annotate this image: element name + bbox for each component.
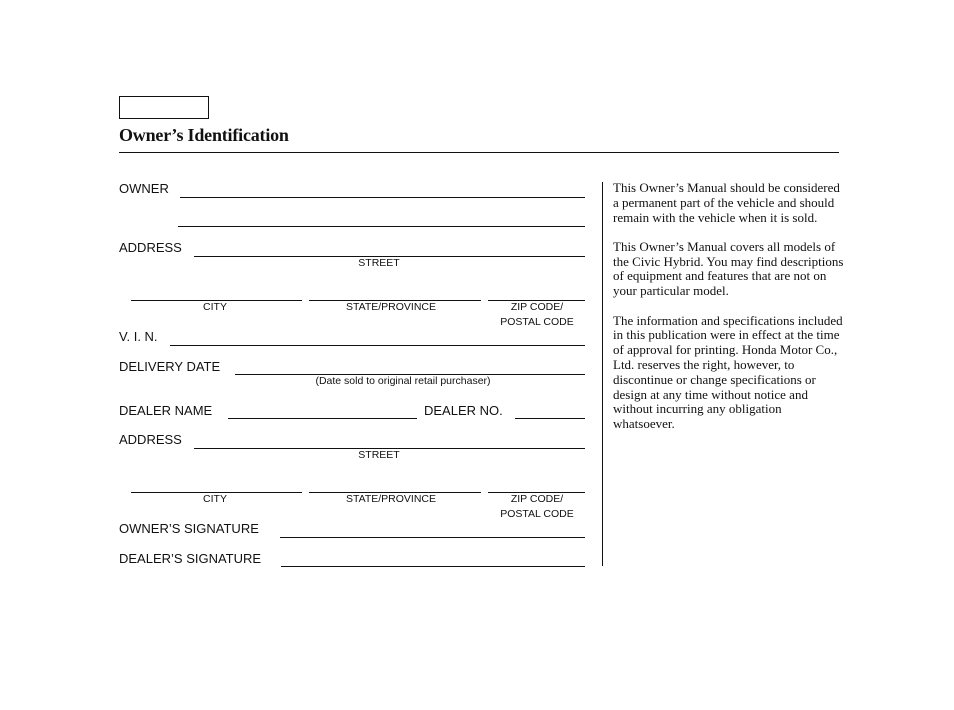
owner-state-caption: STATE/PROVINCE [345,301,437,313]
owner-street-caption: STREET [358,257,400,269]
owner-signature-field-line[interactable] [280,537,585,538]
vin-field-line[interactable] [170,345,585,346]
dealer-postal-caption: POSTAL CODE [500,508,574,520]
dealer-no-label: DEALER NO. [424,403,503,418]
manual-notes [613,181,845,446]
dealer-signature-label: DEALER’S SIGNATURE [119,551,262,566]
owner-field-line-2[interactable] [178,226,585,227]
owner-zip-caption: ZIP CODE/ [510,301,564,313]
dealer-zip-caption: ZIP CODE/ [510,493,564,505]
column-divider [602,182,603,566]
page-title: Owner’s Identification [119,125,289,145]
owner-postal-caption: POSTAL CODE [500,316,574,328]
dealer-state-caption: STATE/PROVINCE [345,493,437,505]
title-divider [119,152,839,153]
owner-field-line[interactable] [180,197,585,198]
dealer-city-caption: CITY [203,493,227,505]
owner-address-label: ADDRESS [119,240,182,255]
vin-label: V. I. N. [119,329,158,344]
dealer-street-caption: STREET [358,449,400,461]
owner-signature-label: OWNER’S SIGNATURE [119,521,259,536]
note-paragraph-1: This Owner’s Manual should be considered a permanent part of the vehicle and should remain with the vehicle when it is sold. [613,180,840,225]
section-tab-box [119,96,209,119]
note-paragraph-2: This Owner’s Manual covers all models of the Civic Hybrid. You may find descriptions of equipment and features that are not on your particular model. [613,238,844,299]
dealer-no-field-line[interactable] [515,418,585,419]
owner-city-caption: CITY [203,301,227,313]
delivery-date-label: DELIVERY DATE [119,359,221,374]
dealer-signature-field-line[interactable] [281,566,585,567]
dealer-address-label: ADDRESS [119,432,182,447]
delivery-date-caption: (Date sold to original retail purchaser) [315,375,491,387]
dealer-name-label: DEALER NAME [119,403,213,418]
owner-label: OWNER [119,181,169,196]
dealer-name-field-line[interactable] [228,418,417,419]
note-paragraph-3: The information and specifications included in this publication were in effect at the time of approval for printing. Honda Motor Co., Ltd. reserves the right, however, to discontinue or change specifications or design at any time without notice and without incurring any obligation whatsoever. [613,312,843,432]
